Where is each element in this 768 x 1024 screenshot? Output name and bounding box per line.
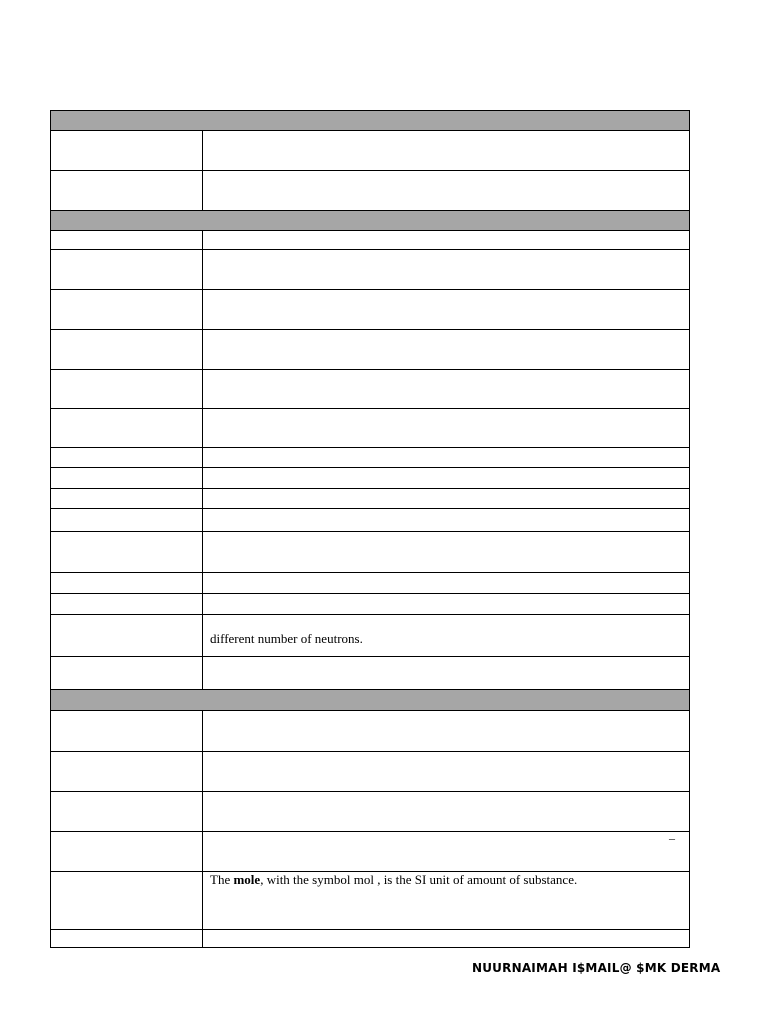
term-cell	[51, 711, 203, 751]
table-row	[51, 832, 689, 872]
term-cell	[51, 930, 203, 947]
definition-cell	[203, 231, 689, 249]
definition-cell	[203, 370, 689, 408]
term-cell	[51, 330, 203, 369]
definition-cell	[203, 448, 689, 467]
table-row	[51, 872, 689, 930]
notes-table	[50, 110, 690, 948]
definition-cell	[203, 832, 689, 871]
table-row	[51, 409, 689, 448]
table-row	[51, 250, 689, 290]
table-row	[51, 448, 689, 468]
term-cell	[51, 832, 203, 871]
table-row	[51, 792, 689, 832]
term-cell	[51, 250, 203, 289]
term-cell	[51, 615, 203, 656]
table-row	[51, 573, 689, 594]
definition-cell	[203, 330, 689, 369]
table-section-header	[51, 690, 689, 711]
term-cell	[51, 657, 203, 689]
definition-text: different number of neutrons.	[210, 631, 363, 646]
definition-cell	[203, 573, 689, 593]
definition-cell	[203, 171, 689, 210]
term-cell	[51, 131, 203, 170]
table-section-header	[51, 211, 689, 231]
definition-cell	[203, 489, 689, 508]
definition-cell	[203, 468, 689, 488]
table-row	[51, 370, 689, 409]
table-row	[51, 711, 689, 752]
term-cell	[51, 532, 203, 572]
term-cell	[51, 752, 203, 791]
definition-cell	[203, 657, 689, 689]
table-row	[51, 532, 689, 573]
definition-cell	[203, 711, 689, 751]
term-cell	[51, 489, 203, 508]
table-section-header	[51, 111, 689, 131]
table-row	[51, 489, 689, 509]
term-cell	[51, 448, 203, 467]
text-fragment: The	[210, 872, 234, 887]
term-cell	[51, 290, 203, 329]
table-row	[51, 930, 689, 947]
superscript-mark: –	[669, 831, 675, 845]
term-cell	[51, 409, 203, 447]
definition-cell	[203, 509, 689, 531]
definition-cell	[203, 930, 689, 947]
table-row	[51, 131, 689, 171]
term-cell	[51, 468, 203, 488]
definition-text	[210, 872, 577, 888]
definition-cell	[203, 594, 689, 614]
table-row	[51, 509, 689, 532]
term-cell	[51, 231, 203, 249]
table-row	[51, 290, 689, 330]
table-row	[51, 594, 689, 615]
table-row	[51, 231, 689, 250]
definition-cell	[203, 409, 689, 447]
term-cell	[51, 573, 203, 593]
term-cell	[51, 594, 203, 614]
definition-cell	[203, 290, 689, 329]
bold-term: mole	[233, 872, 261, 887]
term-cell	[51, 370, 203, 408]
definition-cell	[203, 872, 689, 929]
term-cell	[51, 792, 203, 831]
term-cell	[51, 872, 203, 929]
table-row	[51, 752, 689, 792]
definition-cell	[203, 250, 689, 289]
table-row	[51, 330, 689, 370]
definition-cell	[203, 615, 689, 656]
author-footer: NUURNAIMAH I$MAIL@ $MK DERMA	[472, 961, 721, 975]
text-fragment: , with the symbol mol , is the SI unit of amount of substance.	[260, 872, 578, 887]
definition-cell	[203, 131, 689, 170]
definition-cell	[203, 752, 689, 791]
table-row	[51, 468, 689, 489]
table-row	[51, 615, 689, 657]
term-cell	[51, 509, 203, 531]
table-row	[51, 171, 689, 211]
definition-cell	[203, 792, 689, 831]
definition-cell	[203, 532, 689, 572]
term-cell	[51, 171, 203, 210]
table-row	[51, 657, 689, 690]
